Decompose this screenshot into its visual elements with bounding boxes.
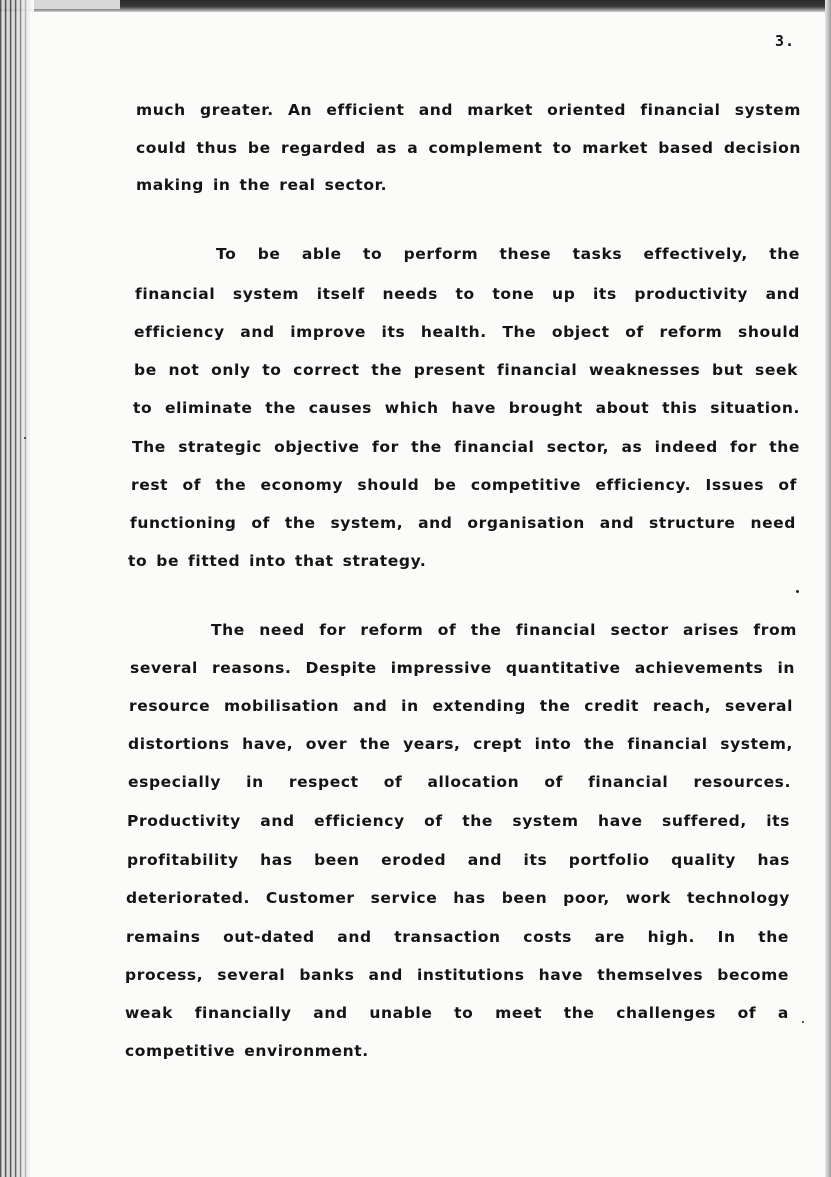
paragraph-2-line-7: rest of the economy should be competitive efficiency. Issues of	[131, 476, 797, 494]
scan-top-edge	[0, 0, 831, 12]
paragraph-3-line-5: especially in respect of allocation of financial resources.	[128, 773, 791, 791]
scan-right-edge	[825, 0, 831, 1177]
scan-speck	[802, 1021, 804, 1023]
paragraph-2-line-4: be not only to correct the present financial weaknesses but seek	[134, 361, 798, 379]
scan-speck	[24, 437, 26, 439]
paragraph-1-line-1: much greater. An efficient and market oriented financial system	[136, 101, 801, 119]
page-number: 3.	[775, 32, 796, 50]
paragraph-3-line-6: Productivity and efficiency of the system have suffered, its	[127, 812, 790, 830]
paragraph-2-line-3: efficiency and improve its health. The object of reform should	[134, 323, 800, 341]
paragraph-1-line-3: making in the real sector.	[136, 176, 388, 194]
paragraph-3-line-7: profitability has been eroded and its portfolio quality has	[127, 851, 790, 869]
scan-binding-fade	[14, 0, 34, 1177]
paragraph-2-line-1: To be able to perform these tasks effectively, the	[216, 245, 800, 263]
paragraph-3-line-4: distortions have, over the years, crept into the financial system,	[128, 735, 793, 753]
paragraph-2-line-5: to eliminate the causes which have brought about this situation.	[133, 399, 800, 417]
paragraph-3-line-1: The need for reform of the financial sector arises from	[211, 621, 797, 639]
scan-speck	[796, 590, 799, 593]
paragraph-3-line-3: resource mobilisation and in extending the credit reach, several	[129, 697, 793, 715]
paragraph-3-line-11: weak financially and unable to meet the challenges of a	[125, 1004, 789, 1022]
paragraph-3-line-10: process, several banks and institutions have themselves become	[125, 966, 789, 984]
paragraph-2-line-8: functioning of the system, and organisation and structure need	[130, 514, 796, 532]
paragraph-2-line-2: financial system itself needs to tone up its productivity and	[135, 285, 800, 303]
paragraph-3-line-8: deteriorated. Customer service has been poor, work technology	[126, 889, 790, 907]
paragraph-2-line-9: to be fitted into that strategy.	[128, 552, 427, 570]
paragraph-3-line-9: remains out-dated and transaction costs are high. In the	[126, 928, 789, 946]
paragraph-3-line-2: several reasons. Despite impressive quantitative achievements in	[130, 659, 795, 677]
paragraph-1-line-2: could thus be regarded as a complement to market based decision	[136, 139, 801, 157]
paragraph-2-line-6: The strategic objective for the financial sector, as indeed for the	[132, 438, 800, 456]
paragraph-3-line-12: competitive environment.	[125, 1042, 369, 1060]
